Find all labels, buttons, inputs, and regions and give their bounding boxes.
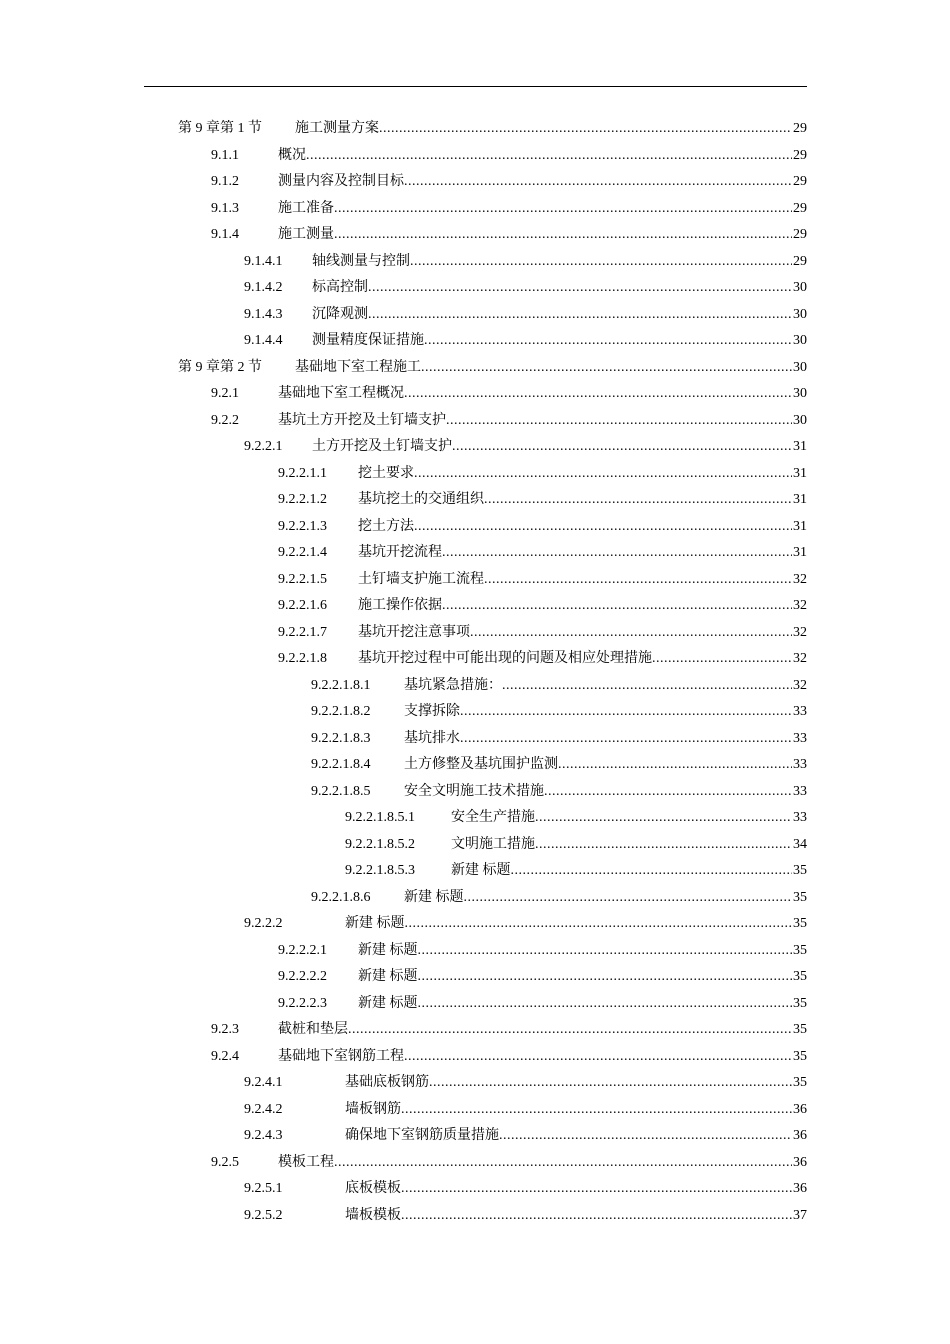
toc-entry[interactable] <box>0 275 950 302</box>
dot-leader <box>535 805 792 832</box>
toc-entry[interactable] <box>0 355 950 382</box>
dot-leader <box>418 964 793 991</box>
dot-leader <box>404 381 792 408</box>
dot-leader <box>511 858 793 885</box>
dot-leader <box>414 514 792 541</box>
table-of-contents <box>0 116 950 1229</box>
dot-leader <box>446 408 792 435</box>
toc-entry-number: 9.1.4.4 <box>244 333 283 348</box>
toc-entry-number: 9.2.2.1.6 <box>278 598 327 613</box>
toc-entry-title: 基坑挖土的交通组织 <box>358 492 484 507</box>
toc-entry-page-number: 33 <box>793 704 807 719</box>
toc-entry[interactable] <box>0 143 950 170</box>
dot-leader <box>442 540 792 567</box>
toc-entry[interactable] <box>0 699 950 726</box>
toc-entry[interactable] <box>0 249 950 276</box>
toc-entry-number: 9.1.4 <box>211 227 239 242</box>
toc-entry-page-number: 33 <box>793 730 807 746</box>
toc-entry-page-number: 37 <box>793 1207 807 1223</box>
toc-entry-number: 9.2.4.3 <box>244 1128 283 1143</box>
toc-entry[interactable] <box>0 964 950 991</box>
toc-entry[interactable] <box>0 302 950 329</box>
toc-entry-number: 9.2.2.1.8.4 <box>311 757 371 772</box>
toc-entry[interactable] <box>0 434 950 461</box>
dot-leader <box>442 593 792 620</box>
toc-entry-page-number: 32 <box>793 571 807 587</box>
toc-entry-title: 安全生产措施 <box>451 810 535 825</box>
toc-entry-title: 挖土要求 <box>358 465 414 481</box>
toc-entry[interactable] <box>0 567 950 594</box>
dot-leader <box>460 726 792 753</box>
toc-entry-title: 安全文明施工技术措施 <box>404 783 544 799</box>
toc-entry[interactable] <box>0 540 950 567</box>
dot-leader <box>401 1176 792 1203</box>
toc-entry-page-number: 35 <box>793 1022 807 1037</box>
toc-entry-number: 9.2.2.2.1 <box>278 942 327 958</box>
toc-entry[interactable] <box>0 832 950 859</box>
dot-leader <box>652 646 792 673</box>
toc-entry[interactable] <box>0 1070 950 1097</box>
toc-entry-number: 9.2.5 <box>211 1154 239 1170</box>
toc-entry-number: 9.2.2.1.8 <box>278 651 327 666</box>
toc-entry-number: 9.1.4.3 <box>244 306 283 322</box>
toc-entry-number: 9.2.2.2.2 <box>278 969 327 984</box>
toc-entry-number: 9.2.2.1.1 <box>278 465 327 481</box>
toc-entry[interactable] <box>0 991 950 1018</box>
toc-entry-number: 9.2.2.1.8.5 <box>311 783 371 799</box>
dot-leader <box>544 779 792 806</box>
toc-entry-title: 新建 标题 <box>345 916 405 931</box>
toc-entry-page-number: 36 <box>793 1181 807 1196</box>
toc-entry-title: 模板工程 <box>278 1154 334 1170</box>
toc-entry-title: 轴线测量与控制 <box>312 253 410 269</box>
toc-entry-title: 施工操作依据 <box>358 598 442 613</box>
toc-entry-title: 基坑土方开挖及土钉墙支护 <box>278 412 446 428</box>
toc-entry-title: 施工准备 <box>278 200 334 216</box>
toc-entry-number: 9.1.2 <box>211 174 239 189</box>
toc-entry-number: 9.2.2.1 <box>244 439 283 454</box>
toc-entry-page-number: 35 <box>793 889 807 905</box>
toc-entry-number: 9.2.2.2 <box>244 916 283 931</box>
toc-entry-page-number: 29 <box>793 227 807 242</box>
dot-leader <box>484 567 792 594</box>
dot-leader <box>410 249 792 276</box>
dot-leader <box>404 1044 792 1071</box>
toc-entry-number: 9.2.2 <box>211 412 239 428</box>
dot-leader <box>429 1070 792 1097</box>
toc-entry-page-number: 32 <box>793 677 807 693</box>
toc-entry-title: 新建 标题 <box>358 969 418 984</box>
dot-leader <box>405 911 793 938</box>
toc-entry-page-number: 36 <box>793 1154 807 1170</box>
toc-entry-title: 新建 标题 <box>404 889 464 905</box>
toc-entry[interactable] <box>0 1150 950 1177</box>
toc-entry-title: 墙板模板 <box>345 1207 401 1223</box>
toc-entry-title: 底板模板 <box>345 1181 401 1196</box>
dot-leader <box>535 832 792 859</box>
toc-entry-number: 9.2.2.1.7 <box>278 624 327 640</box>
toc-entry[interactable] <box>0 1097 950 1124</box>
toc-entry-page-number: 33 <box>793 783 807 799</box>
toc-entry-page-number: 34 <box>793 836 807 852</box>
dot-leader <box>464 885 793 912</box>
toc-entry[interactable] <box>0 169 950 196</box>
toc-entry-page-number: 35 <box>793 1048 807 1064</box>
toc-entry-number: 9.1.4.2 <box>244 280 283 295</box>
toc-entry-page-number: 36 <box>793 1101 807 1117</box>
toc-entry-number: 第 9 章第 1 节 <box>178 121 262 136</box>
toc-entry-title: 基坑排水 <box>404 730 460 746</box>
toc-entry-page-number: 30 <box>793 306 807 322</box>
dot-leader <box>404 169 792 196</box>
dot-leader <box>484 487 792 514</box>
toc-entry-title: 确保地下室钢筋质量措施 <box>345 1128 499 1143</box>
toc-entry-page-number: 30 <box>793 359 807 375</box>
dot-leader <box>334 222 792 249</box>
toc-entry[interactable] <box>0 858 950 885</box>
header-rule <box>144 86 807 87</box>
toc-entry-title: 新建 标题 <box>451 863 511 878</box>
toc-entry-page-number: 36 <box>793 1128 807 1143</box>
toc-entry-number: 9.2.4 <box>211 1048 239 1064</box>
toc-entry-title: 测量内容及控制目标 <box>278 174 404 189</box>
toc-entry-title: 土方修整及基坑围护监测 <box>404 757 558 772</box>
toc-entry[interactable] <box>0 726 950 753</box>
toc-entry[interactable] <box>0 1017 950 1044</box>
toc-entry-title: 基坑开挖过程中可能出现的问题及相应处理措施 <box>358 651 652 666</box>
toc-entry-title: 墙板钢筋 <box>345 1101 401 1117</box>
toc-entry-number: 9.1.4.1 <box>244 253 283 269</box>
toc-entry-title: 新建 标题 <box>358 942 418 958</box>
toc-entry-page-number: 30 <box>793 280 807 295</box>
toc-entry[interactable] <box>0 381 950 408</box>
toc-entry-number: 9.2.2.1.8.6 <box>311 889 371 905</box>
toc-entry[interactable] <box>0 1176 950 1203</box>
toc-entry[interactable] <box>0 1044 950 1071</box>
toc-entry-number: 9.2.2.1.3 <box>278 518 327 534</box>
toc-entry-page-number: 32 <box>793 598 807 613</box>
toc-entry[interactable] <box>0 620 950 647</box>
dot-leader <box>418 938 793 965</box>
dot-leader <box>424 328 792 355</box>
toc-entry-number: 9.2.5.2 <box>244 1207 283 1223</box>
toc-entry-page-number: 29 <box>793 200 807 216</box>
toc-entry-title: 文明施工措施 <box>451 836 535 852</box>
toc-entry-number: 9.1.3 <box>211 200 239 216</box>
toc-entry[interactable] <box>0 911 950 938</box>
toc-entry[interactable] <box>0 328 950 355</box>
toc-entry[interactable] <box>0 805 950 832</box>
toc-entry-page-number: 30 <box>793 333 807 348</box>
toc-entry-title: 基础地下室工程概况 <box>278 386 404 401</box>
dot-leader <box>334 196 792 223</box>
toc-entry-number: 9.1.1 <box>211 147 239 163</box>
toc-entry-number: 9.2.2.1.8.3 <box>311 730 371 746</box>
dot-leader <box>499 1123 792 1150</box>
toc-entry-title: 新建 标题 <box>358 995 418 1011</box>
toc-entry-title: 挖土方法 <box>358 518 414 534</box>
toc-entry[interactable] <box>0 779 950 806</box>
dot-leader <box>306 143 792 170</box>
toc-entry[interactable] <box>0 938 950 965</box>
toc-entry-number: 9.2.1 <box>211 386 239 401</box>
toc-entry[interactable] <box>0 222 950 249</box>
toc-entry-number: 9.2.2.1.8.5.1 <box>345 810 415 825</box>
toc-entry-title: 标高控制 <box>312 280 368 295</box>
toc-entry-title: 基础地下室钢筋工程 <box>278 1048 404 1064</box>
dot-leader <box>368 302 792 329</box>
toc-entry-number: 9.2.2.1.2 <box>278 492 327 507</box>
toc-entry-page-number: 29 <box>793 174 807 189</box>
toc-entry-title: 截桩和垫层 <box>278 1022 348 1037</box>
toc-entry-page-number: 35 <box>793 1075 807 1090</box>
toc-entry-page-number: 35 <box>793 942 807 958</box>
toc-entry-page-number: 35 <box>793 995 807 1011</box>
dot-leader <box>421 355 792 382</box>
toc-entry-title: 基础地下室工程施工 <box>295 359 421 375</box>
toc-entry-page-number: 29 <box>793 147 807 163</box>
toc-entry-number: 9.2.5.1 <box>244 1181 283 1196</box>
toc-entry-title: 基础底板钢筋 <box>345 1075 429 1090</box>
toc-entry-page-number: 35 <box>793 863 807 878</box>
toc-entry-title: 土钉墙支护施工流程 <box>358 571 484 587</box>
dot-leader <box>368 275 792 302</box>
toc-entry-page-number: 30 <box>793 386 807 401</box>
toc-entry-title: 测量精度保证措施 <box>312 333 424 348</box>
toc-entry-page-number: 29 <box>793 253 807 269</box>
dot-leader <box>470 620 792 647</box>
dot-leader <box>418 991 793 1018</box>
toc-entry-page-number: 31 <box>793 465 807 481</box>
toc-entry-number: 9.2.2.1.8.1 <box>311 677 371 693</box>
toc-entry[interactable] <box>0 116 950 143</box>
toc-entry[interactable] <box>0 752 950 779</box>
dot-leader <box>348 1017 792 1044</box>
toc-entry[interactable] <box>0 408 950 435</box>
toc-entry-title: 支撑拆除 <box>404 704 460 719</box>
toc-entry-title: 土方开挖及土钉墙支护 <box>312 439 452 454</box>
toc-entry[interactable] <box>0 514 950 541</box>
toc-entry[interactable] <box>0 461 950 488</box>
dot-leader <box>401 1097 792 1124</box>
toc-entry-title: 沉降观测 <box>312 306 368 322</box>
toc-entry-number: 第 9 章第 2 节 <box>178 359 262 375</box>
dot-leader <box>502 673 792 700</box>
toc-entry-page-number: 30 <box>793 412 807 428</box>
toc-entry[interactable] <box>0 593 950 620</box>
toc-entry-page-number: 32 <box>793 624 807 640</box>
toc-entry-title: 施工测量方案 <box>295 121 379 136</box>
toc-entry-number: 9.2.4.1 <box>244 1075 283 1090</box>
toc-entry[interactable] <box>0 673 950 700</box>
toc-entry[interactable] <box>0 196 950 223</box>
toc-entry-number: 9.2.2.1.5 <box>278 571 327 587</box>
toc-entry[interactable] <box>0 1203 950 1230</box>
toc-entry[interactable] <box>0 487 950 514</box>
toc-entry-title: 施工测量 <box>278 227 334 242</box>
toc-entry[interactable] <box>0 885 950 912</box>
toc-entry-title: 基坑开挖流程 <box>358 545 442 560</box>
toc-entry-number: 9.2.2.1.8.5.3 <box>345 863 415 878</box>
dot-leader <box>460 699 792 726</box>
dot-leader <box>452 434 792 461</box>
toc-entry-page-number: 29 <box>793 121 807 136</box>
toc-entry-number: 9.2.2.1.4 <box>278 545 327 560</box>
toc-entry-page-number: 32 <box>793 651 807 666</box>
toc-entry-page-number: 31 <box>793 492 807 507</box>
toc-entry-page-number: 31 <box>793 439 807 454</box>
toc-entry[interactable] <box>0 646 950 673</box>
toc-entry-page-number: 31 <box>793 518 807 534</box>
toc-entry-title: 基坑开挖注意事项 <box>358 624 470 640</box>
toc-entry-number: 9.2.2.1.8.5.2 <box>345 836 415 852</box>
toc-entry[interactable] <box>0 1123 950 1150</box>
dot-leader <box>558 752 792 779</box>
toc-entry-number: 9.2.3 <box>211 1022 239 1037</box>
toc-entry-page-number: 33 <box>793 757 807 772</box>
dot-leader <box>379 116 792 143</box>
toc-entry-page-number: 35 <box>793 916 807 931</box>
toc-entry-page-number: 35 <box>793 969 807 984</box>
toc-entry-title: 概况 <box>278 147 306 163</box>
toc-entry-number: 9.2.2.1.8.2 <box>311 704 371 719</box>
toc-entry-page-number: 33 <box>793 810 807 825</box>
toc-entry-title: 基坑紧急措施： <box>404 677 502 693</box>
dot-leader <box>401 1203 792 1230</box>
dot-leader <box>414 461 792 488</box>
dot-leader <box>334 1150 792 1177</box>
toc-entry-number: 9.2.2.2.3 <box>278 995 327 1011</box>
toc-entry-page-number: 31 <box>793 545 807 560</box>
toc-entry-number: 9.2.4.2 <box>244 1101 283 1117</box>
